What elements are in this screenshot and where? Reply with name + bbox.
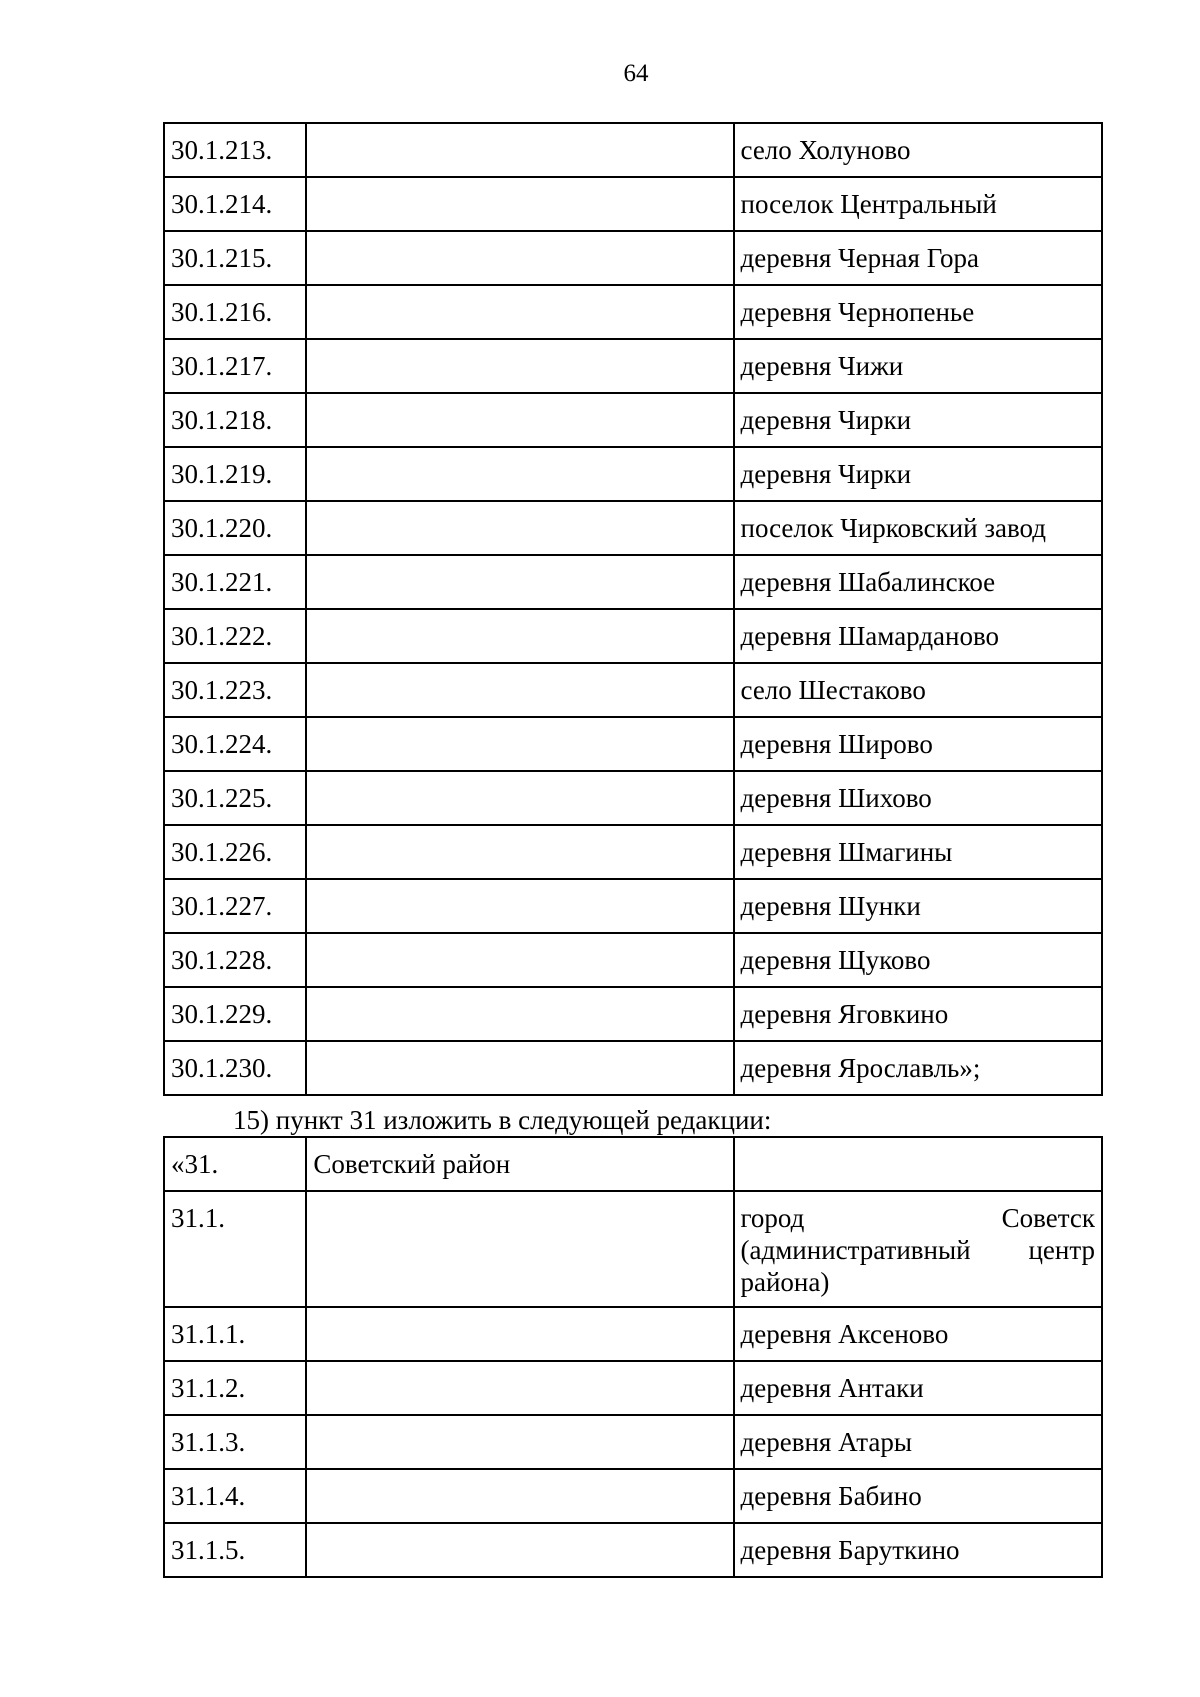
name-cell: деревня Шабалинское <box>734 555 1103 609</box>
code-cell: 30.1.228. <box>164 933 306 987</box>
district-cell <box>306 1041 733 1095</box>
code-cell: 30.1.225. <box>164 771 306 825</box>
name-cell: деревня Щуково <box>734 933 1103 987</box>
table-row <box>164 933 1102 987</box>
code-cell: 30.1.226. <box>164 825 306 879</box>
table-row <box>164 879 1102 933</box>
district-cell <box>306 1415 733 1469</box>
district-cell <box>306 987 733 1041</box>
table-row <box>164 825 1102 879</box>
name-cell <box>734 1137 1103 1191</box>
name-cell: деревня Шихово <box>734 771 1103 825</box>
table-row <box>164 177 1102 231</box>
code-cell: 30.1.230. <box>164 1041 306 1095</box>
name-cell: село Шестаково <box>734 663 1103 717</box>
district-cell <box>306 1361 733 1415</box>
name-cell: деревня Аксеново <box>734 1307 1103 1361</box>
page-number: 64 <box>623 60 649 87</box>
district-cell <box>306 825 733 879</box>
amendment-intro: 15) пункт 31 изложить в следующей редакции: <box>233 1105 772 1135</box>
name-cell: деревня Баруткино <box>734 1523 1103 1577</box>
name-cell: деревня Ярославль»; <box>734 1041 1103 1095</box>
name-line: района) <box>740 1267 830 1297</box>
code-cell: 30.1.215. <box>164 231 306 285</box>
table-row <box>164 1307 1102 1361</box>
table-row <box>164 501 1102 555</box>
district-cell <box>306 663 733 717</box>
table-row <box>164 285 1102 339</box>
name-cell: деревня Яговкино <box>734 987 1103 1041</box>
settlements-table-30 <box>163 122 1103 1096</box>
table-row <box>164 1137 1102 1191</box>
district-cell <box>306 933 733 987</box>
district-cell <box>306 393 733 447</box>
district-cell <box>306 123 733 177</box>
table-row <box>164 123 1102 177</box>
district-cell <box>306 1307 733 1361</box>
name-cell: поселок Центральный <box>734 177 1103 231</box>
name-cell: деревня Бабино <box>734 1469 1103 1523</box>
code-cell: 30.1.216. <box>164 285 306 339</box>
table-row <box>164 1523 1102 1577</box>
settlements-table-31 <box>163 1136 1103 1578</box>
code-cell: 31.1.5. <box>164 1523 306 1577</box>
name-cell: деревня Черная Гора <box>734 231 1103 285</box>
code-cell: 30.1.227. <box>164 879 306 933</box>
code-cell: 30.1.214. <box>164 177 306 231</box>
name-cell: деревня Шунки <box>734 879 1103 933</box>
table-row <box>164 339 1102 393</box>
code-cell: 30.1.219. <box>164 447 306 501</box>
code-cell: 31.1. <box>164 1191 306 1307</box>
table-row <box>164 1415 1102 1469</box>
name-cell: деревня Антаки <box>734 1361 1103 1415</box>
district-cell <box>306 771 733 825</box>
name-cell: деревня Атары <box>734 1415 1103 1469</box>
name-cell: деревня Чернопенье <box>734 285 1103 339</box>
district-cell <box>306 717 733 771</box>
district-cell <box>306 231 733 285</box>
district-cell <box>306 609 733 663</box>
district-cell <box>306 1469 733 1523</box>
table-row <box>164 1469 1102 1523</box>
district-cell: Советский район <box>306 1137 733 1191</box>
table-row <box>164 1041 1102 1095</box>
code-cell: 30.1.213. <box>164 123 306 177</box>
table-row <box>164 231 1102 285</box>
name-cell: деревня Чижи <box>734 339 1103 393</box>
code-cell: 30.1.223. <box>164 663 306 717</box>
district-cell <box>306 1523 733 1577</box>
code-cell: 30.1.222. <box>164 609 306 663</box>
table-row <box>164 987 1102 1041</box>
district-cell <box>306 555 733 609</box>
table-row <box>164 717 1102 771</box>
name-line: город Советск <box>740 1203 1095 1233</box>
district-cell <box>306 177 733 231</box>
code-cell: 31.1.4. <box>164 1469 306 1523</box>
district-cell <box>306 447 733 501</box>
code-cell: 30.1.224. <box>164 717 306 771</box>
name-cell <box>734 1191 1103 1307</box>
table-row <box>164 1361 1102 1415</box>
name-cell: деревня Шмагины <box>734 825 1103 879</box>
code-cell: 31.1.3. <box>164 1415 306 1469</box>
table-row <box>164 1191 1102 1307</box>
code-cell: «31. <box>164 1137 306 1191</box>
table-row <box>164 447 1102 501</box>
district-cell <box>306 501 733 555</box>
code-cell: 31.1.2. <box>164 1361 306 1415</box>
name-cell: деревня Шамарданово <box>734 609 1103 663</box>
district-cell <box>306 1191 733 1307</box>
code-cell: 31.1.1. <box>164 1307 306 1361</box>
name-cell: деревня Чирки <box>734 447 1103 501</box>
code-cell: 30.1.229. <box>164 987 306 1041</box>
name-cell: село Холуново <box>734 123 1103 177</box>
code-cell: 30.1.220. <box>164 501 306 555</box>
name-cell: поселок Чирковский завод <box>734 501 1103 555</box>
table-row <box>164 393 1102 447</box>
district-cell <box>306 339 733 393</box>
name-cell: деревня Чирки <box>734 393 1103 447</box>
district-cell <box>306 879 733 933</box>
district-cell <box>306 285 733 339</box>
table-row <box>164 609 1102 663</box>
code-cell: 30.1.218. <box>164 393 306 447</box>
table-row <box>164 771 1102 825</box>
code-cell: 30.1.221. <box>164 555 306 609</box>
code-cell: 30.1.217. <box>164 339 306 393</box>
name-line: (административный центр <box>740 1235 1095 1265</box>
table-row <box>164 663 1102 717</box>
name-cell: деревня Широво <box>734 717 1103 771</box>
table-row <box>164 555 1102 609</box>
